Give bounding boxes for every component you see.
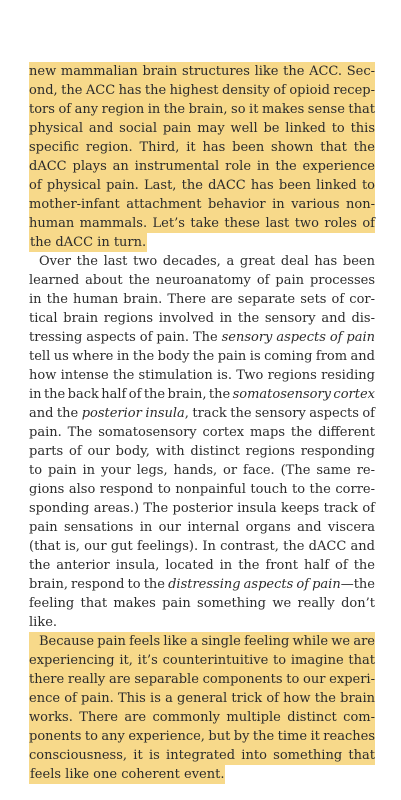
paragraph-2 <box>29 252 375 632</box>
text-line <box>29 765 375 784</box>
highlighted-fragment: feels like one coherent event. <box>30 767 225 782</box>
text-line <box>29 328 375 347</box>
text-line: like. <box>29 615 58 630</box>
text-line: dACC plays an instrumental role in the experience <box>29 159 375 174</box>
text-line: in the human brain. There are separate sets of cor- <box>29 292 375 307</box>
text-line: (that is, our gut feelings). In contrast, the dACC and <box>29 539 375 554</box>
text-fragment: tressing aspects of pain. The <box>29 330 222 345</box>
text-line: Over the last two decades, a great deal has been <box>39 254 375 269</box>
highlighted-fragment: the dACC in turn. <box>30 235 147 250</box>
text-line: of physical pain. Last, the dACC has been linked to <box>29 178 375 193</box>
text-line: learned about the neuroanatomy of pain processes <box>29 273 375 288</box>
paragraph-1-highlighted <box>29 62 375 252</box>
text-line: new mammalian brain structures like the ACC. Sec- <box>29 64 375 79</box>
paragraph-3-highlighted <box>29 632 375 784</box>
text-line: there really are separable components to our experi- <box>29 672 375 687</box>
text-line: tell us where in the body the pain is coming from and <box>29 349 375 364</box>
text-line: tical brain regions involved in the sensory and dis- <box>29 311 375 326</box>
text-line: pain sensations in our internal organs and viscera <box>29 520 375 535</box>
text-line: to pain in your legs, hands, or face. (The same re- <box>29 463 375 478</box>
text-line: specific region. Third, it has been shown that the <box>29 140 375 155</box>
book-page <box>29 62 375 784</box>
text-line: ence of pain. This is a general trick of how the brain <box>29 691 375 706</box>
italic-term: distressing aspects of pain <box>168 577 341 592</box>
italic-term: sensory aspects of pain <box>221 330 375 345</box>
text-fragment: in the back half of the brain, the <box>29 387 233 402</box>
text-line: mother-infant attachment behavior in various non- <box>29 197 375 212</box>
text-fragment: , track the sensory aspects of <box>184 406 375 421</box>
text-line <box>29 575 375 594</box>
text-line: feeling that makes pain something we really don’t <box>29 596 375 611</box>
text-line <box>29 233 375 252</box>
text-line: sponding areas.) The posterior insula keeps track of <box>29 501 375 516</box>
text-line: tors of any region in the brain, so it makes sense that <box>29 102 375 117</box>
text-line: human mammals. Let’s take these last two roles of <box>29 216 375 231</box>
text-line: ponents to any experience, but by the time it reaches <box>29 729 375 744</box>
text-line: parts of our body, with distinct regions responding <box>29 444 375 459</box>
text-line <box>29 385 375 404</box>
text-fragment: brain, respond to the <box>29 577 169 592</box>
text-fragment: —the <box>340 577 375 592</box>
text-line: physical and social pain may well be linked to this <box>29 121 375 136</box>
text-line: ond, the ACC has the highest density of opioid recep- <box>29 83 375 98</box>
text-line: consciousness, it is integrated into something that <box>29 748 375 763</box>
text-line: gions also respond to nonpainful touch to the corre- <box>29 482 375 497</box>
text-line: Because pain feels like a single feeling while we are <box>29 632 375 651</box>
text-line <box>29 404 375 423</box>
text-fragment: and the <box>29 406 82 421</box>
italic-term: posterior insula <box>81 406 185 421</box>
text-line: pain. The somatosensory cortex maps the different <box>29 425 375 440</box>
text-line: how intense the stimulation is. Two regions residing <box>29 368 375 383</box>
italic-term: somatosensory cortex <box>232 387 375 402</box>
text-line: the anterior insula, located in the front half of the <box>29 558 375 573</box>
text-line: works. There are commonly multiple distinct com- <box>29 710 375 725</box>
text-line: experiencing it, it’s counterintuitive to imagine that <box>29 653 375 668</box>
